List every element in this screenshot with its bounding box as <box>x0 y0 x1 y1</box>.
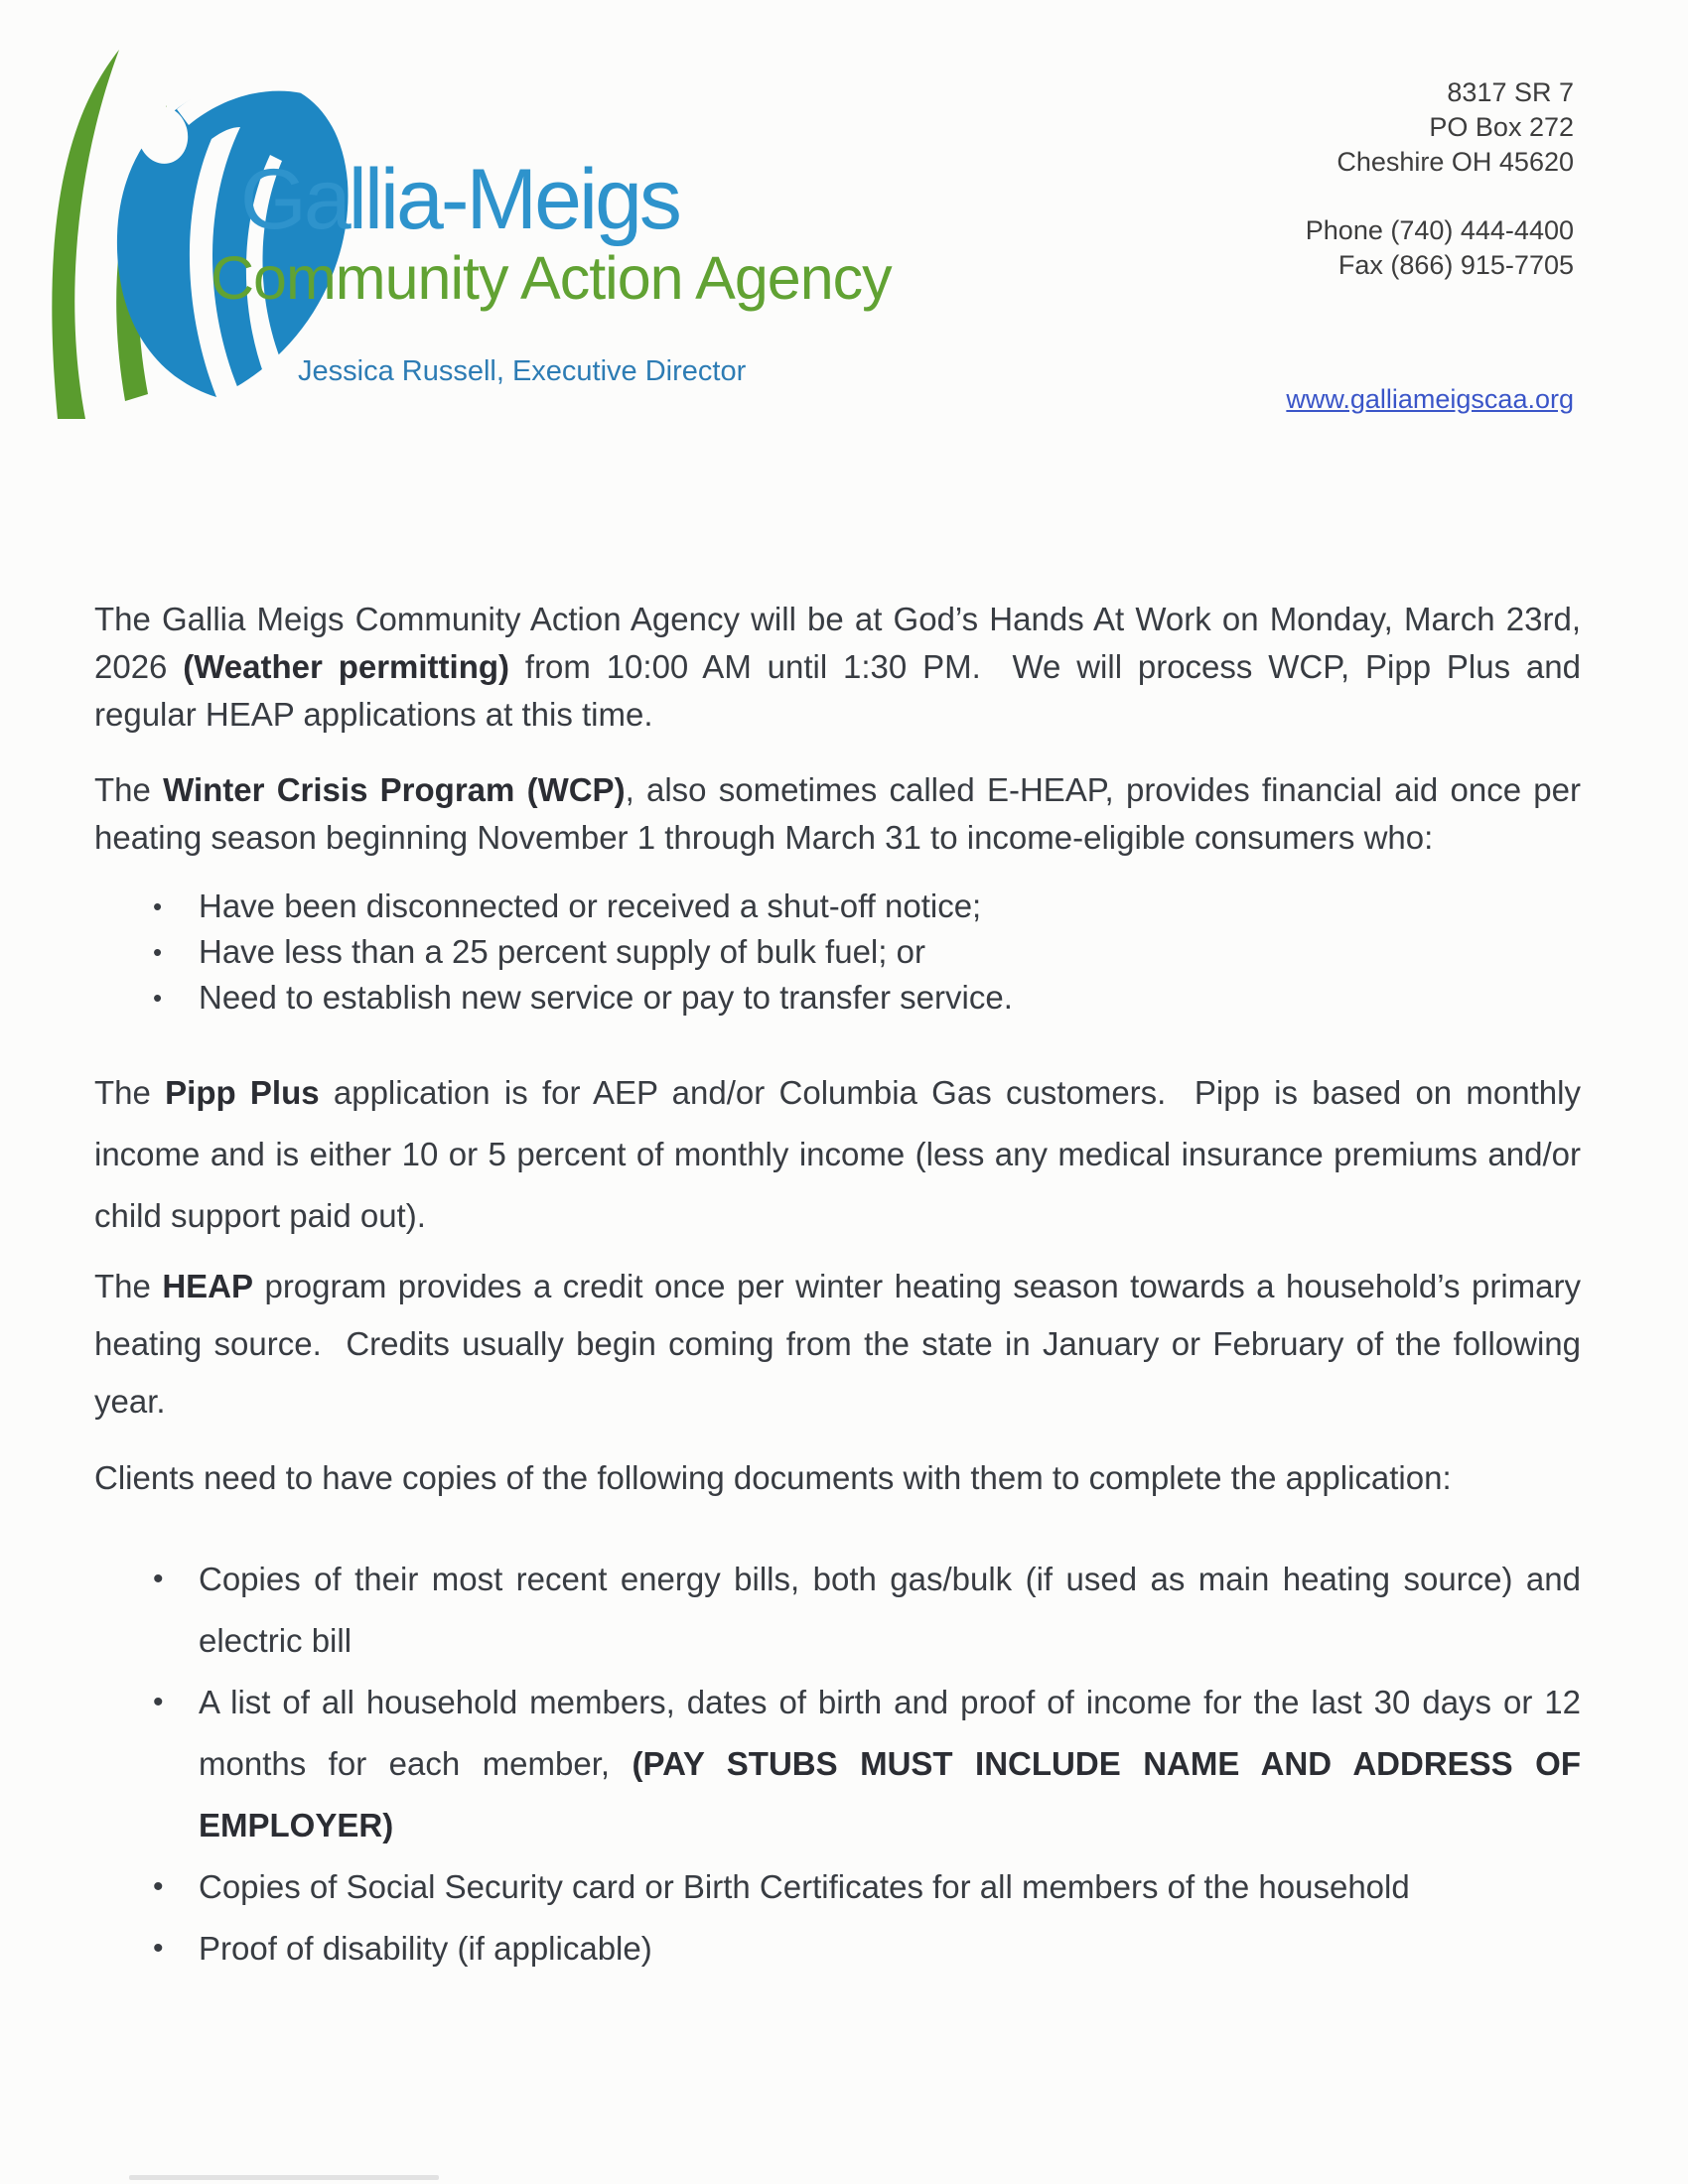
bullet-icon: • <box>153 1563 164 1595</box>
list-item-text: Copies of their most recent energy bills, both gas/bulk (if used as main heating source) and electric bill <box>199 1561 1581 1659</box>
header-title-block <box>211 152 892 388</box>
list-item-text: Proof of disability (if applicable) <box>199 1930 652 1967</box>
list-item-text: Need to establish new service or pay to transfer service. <box>199 979 1013 1016</box>
list-item <box>151 1856 1581 1918</box>
paragraph-wcp: The Winter Crisis Program (WCP), also sometimes called E-HEAP, provides financial aid once per heating season beginning November 1 through March 31 to income-eligible consumers who: <box>94 771 1581 856</box>
scan-edge-artifact <box>129 2175 439 2180</box>
address-line-3: Cheshire OH 45620 <box>1336 147 1574 177</box>
contact-block <box>1286 75 1574 417</box>
paragraph-pipp-plus: The Pipp Plus application is for AEP and/or Columbia Gas customers. Pipp is based on monthly income and is either 10 or 5 percent of monthly income (less any medical insurance premiums and/or child support paid out). <box>94 1074 1581 1234</box>
website-link[interactable]: www.galliameigscaa.org <box>1286 384 1574 414</box>
address-line-2: PO Box 272 <box>1429 112 1574 142</box>
bullet-icon: • <box>153 1932 164 1965</box>
list-item-text: A list of all household members, dates of birth and proof of income for the last 30 days or 12 months for each member, (PAY STUBS MUST INCLUDE NAME AND ADDRESS OF EMPLOYER) <box>199 1684 1581 1843</box>
list-item-text: Have less than a 25 percent supply of bulk fuel; or <box>199 933 925 970</box>
list-item <box>151 1918 1581 1979</box>
list-item <box>151 1549 1581 1672</box>
paragraph-announcement: The Gallia Meigs Community Action Agency will be at God’s Hands At Work on Monday, March 23rd, 2026 (Weather permitting) from 10:00 AM until 1:30 PM. We will process WCP, Pipp Plus and regular HEAP applications at this time. <box>94 601 1581 733</box>
paragraph-heap: The HEAP program provides a credit once per winter heating season towards a household’s primary heating source. Credits usually begin coming from the state in January or February of the following year. <box>94 1268 1581 1420</box>
list-item-text: Copies of Social Security card or Birth Certificates for all members of the household <box>199 1868 1410 1905</box>
list-item <box>151 1672 1581 1856</box>
list-item-text: Have been disconnected or received a shut-off notice; <box>199 887 982 924</box>
list-item <box>151 929 1581 975</box>
bullet-icon: • <box>153 891 163 921</box>
bullet-icon: • <box>153 1870 164 1903</box>
org-subname: Community Action Agency <box>211 244 892 312</box>
bullet-icon: • <box>153 937 163 967</box>
list-item <box>151 884 1581 929</box>
bullet-icon: • <box>153 983 163 1013</box>
paragraph-documents-intro: Clients need to have copies of the following documents with them to complete the application: <box>94 1459 1452 1496</box>
phone-line: Phone (740) 444-4400 <box>1305 215 1574 245</box>
director-line: Jessica Russell, Executive Director <box>298 355 747 388</box>
bullet-icon: • <box>153 1686 164 1718</box>
address-line-1: 8317 SR 7 <box>1447 77 1574 107</box>
org-name: Gallia-Meigs <box>240 152 679 247</box>
fax-line: Fax (866) 915-7705 <box>1337 250 1574 280</box>
letter-body <box>94 596 1581 1979</box>
wcp-criteria-list <box>94 884 1581 1021</box>
list-item <box>151 975 1581 1021</box>
documents-list <box>94 1549 1581 1979</box>
